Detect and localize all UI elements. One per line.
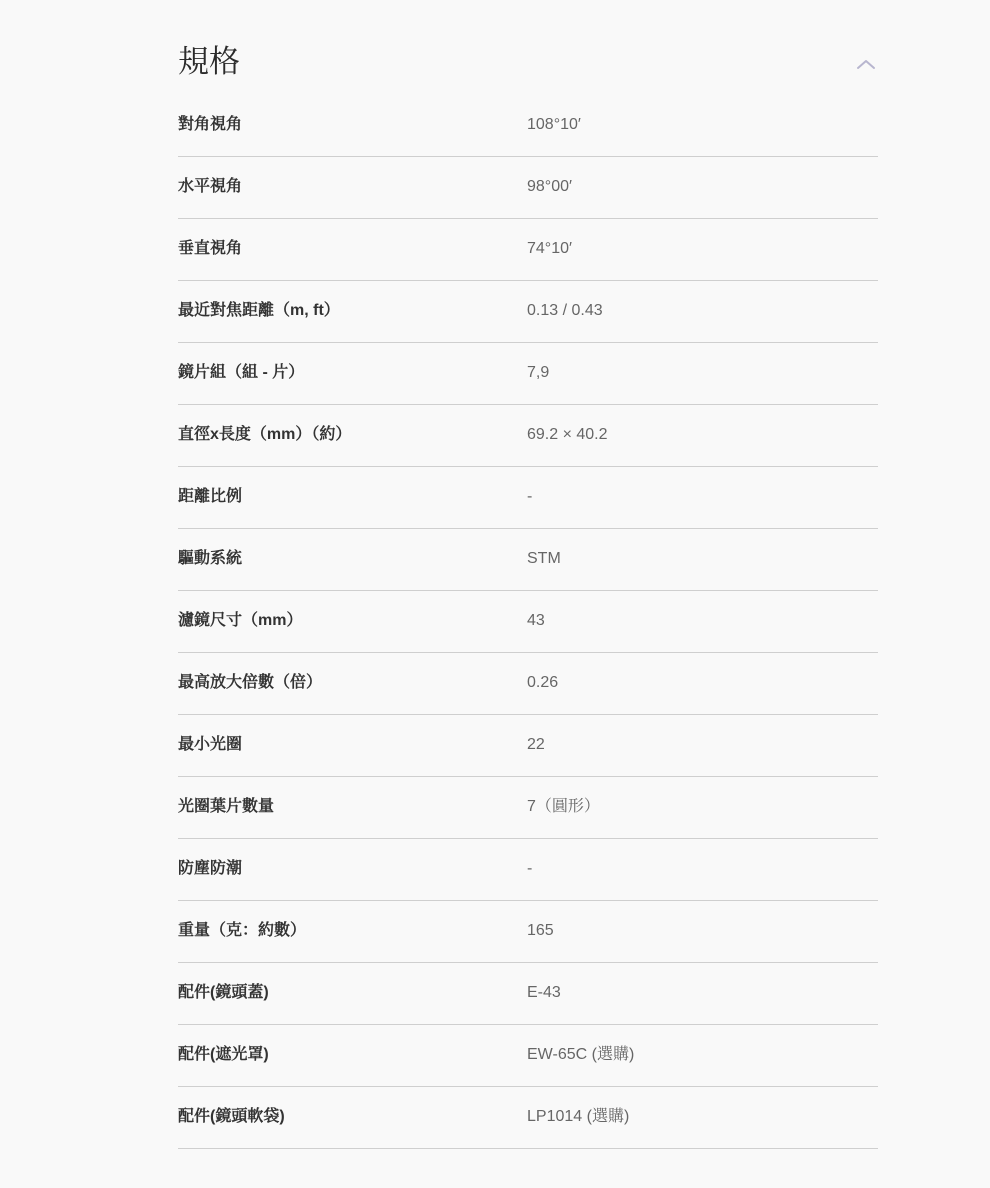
spec-row [178, 467, 878, 529]
spec-value: 0.26 [527, 674, 559, 691]
spec-row [178, 157, 878, 219]
spec-row [178, 715, 878, 777]
spec-row [178, 839, 878, 901]
spec-value: 165 [527, 922, 554, 939]
spec-row [178, 219, 878, 281]
spec-value: E-43 [527, 984, 561, 1001]
spec-label: 光圈葉片數量 [178, 798, 275, 815]
spec-value: 69.2 × 40.2 [527, 426, 608, 443]
spec-row [178, 281, 878, 343]
spec-row [178, 591, 878, 653]
spec-list [178, 95, 878, 1149]
spec-label: 直徑x長度（mm）（約） [178, 426, 352, 443]
spec-label: 最高放大倍數（倍） [178, 674, 323, 691]
spec-label: 距離比例 [178, 488, 243, 505]
spec-label: 對角視角 [178, 116, 243, 133]
spec-value: - [527, 488, 533, 505]
spec-value: 74°10′ [527, 240, 572, 257]
spec-label: 水平視角 [178, 178, 243, 195]
spec-value: 7,9 [527, 364, 550, 381]
spec-value: 0.13 / 0.43 [527, 302, 603, 319]
spec-value: 98°00′ [527, 178, 572, 195]
spec-row [178, 1087, 878, 1149]
spec-label: 配件(遮光罩) [178, 1046, 269, 1063]
spec-label: 防塵防潮 [178, 860, 243, 877]
spec-row [178, 1025, 878, 1087]
spec-label: 最小光圈 [178, 736, 243, 753]
spec-value: 7（圓形） [527, 798, 600, 815]
spec-row [178, 343, 878, 405]
chevron-up-icon [856, 58, 876, 70]
spec-value: 43 [527, 612, 545, 629]
spec-value: LP1014 (選購) [527, 1108, 630, 1125]
spec-label: 垂直視角 [178, 240, 243, 257]
spec-row [178, 901, 878, 963]
spec-value: EW-65C (選購) [527, 1046, 635, 1063]
spec-value: STM [527, 550, 561, 567]
spec-label: 配件(鏡頭軟袋) [178, 1108, 285, 1125]
spec-row [178, 777, 878, 839]
spec-row [178, 653, 878, 715]
specifications-section [178, 0, 878, 1149]
spec-label: 最近對焦距離（m, ft） [178, 302, 340, 319]
collapse-toggle-button[interactable] [854, 52, 878, 76]
spec-label: 配件(鏡頭蓋) [178, 984, 269, 1001]
section-title: 規格 [178, 44, 240, 79]
spec-value: 22 [527, 736, 545, 753]
specifications-header[interactable] [178, 0, 878, 95]
spec-label: 驅動系統 [178, 550, 243, 567]
spec-label: 重量（克：約數） [178, 922, 307, 939]
spec-row [178, 529, 878, 591]
spec-value: 108°10′ [527, 116, 581, 133]
spec-label: 濾鏡尺寸（mm） [178, 612, 303, 629]
spec-row [178, 405, 878, 467]
spec-value: - [527, 860, 533, 877]
spec-label: 鏡片組（組 - 片） [178, 364, 305, 381]
spec-row [178, 963, 878, 1025]
spec-row [178, 95, 878, 157]
